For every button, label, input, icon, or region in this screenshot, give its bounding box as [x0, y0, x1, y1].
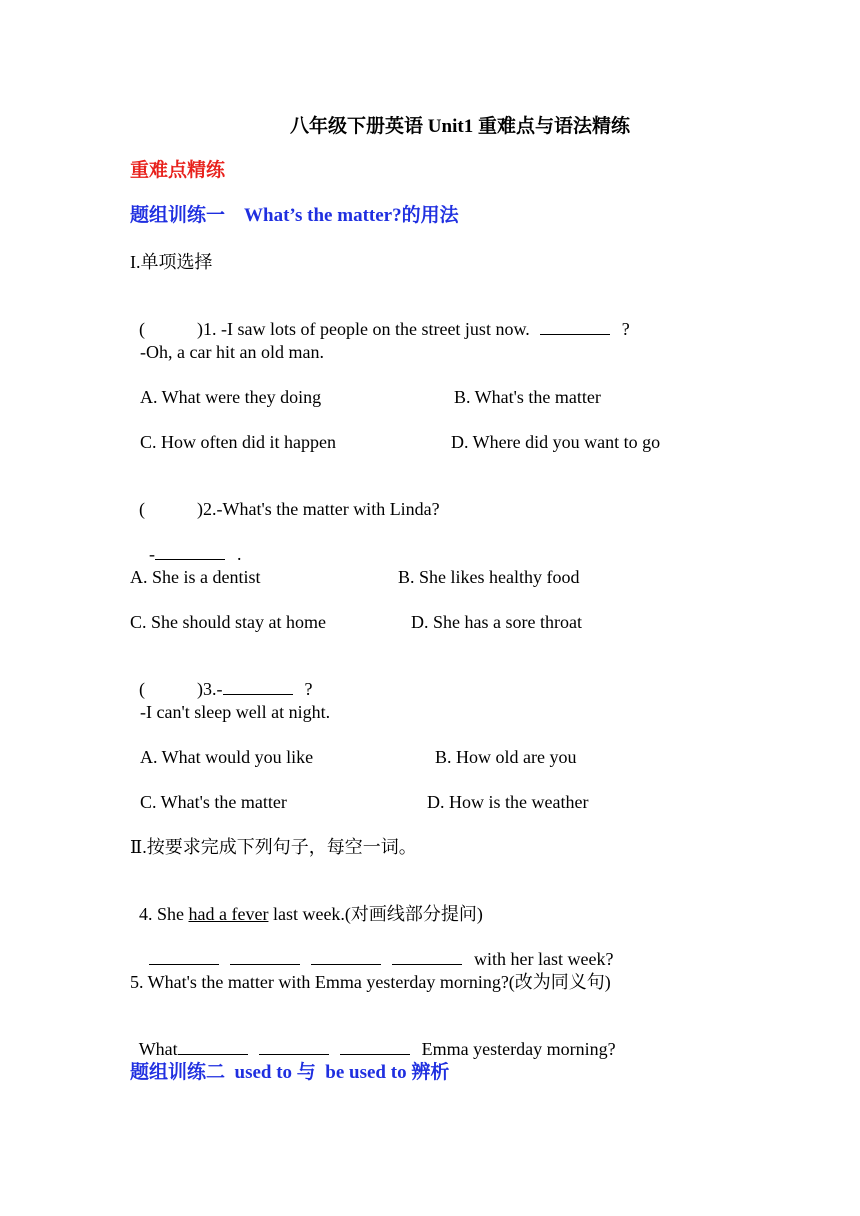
fill-blank[interactable]	[311, 948, 381, 965]
fill-blank[interactable]	[230, 948, 300, 965]
answer-paren-open: (	[139, 319, 145, 339]
fill-blank[interactable]	[259, 1038, 329, 1055]
question-3-option-a: A. What would you like	[140, 747, 314, 767]
question-3-option-b: B. How old are you	[435, 747, 577, 767]
part2-heading: Ⅱ.按要求完成下列句子，每空一词。	[130, 837, 417, 857]
question-1-stem-end: ?	[621, 319, 630, 339]
question-1-reply: -Oh, a car hit an old man.	[140, 342, 324, 362]
answer-paren-close: )	[197, 319, 203, 339]
part1-heading: I.单项选择	[130, 252, 213, 272]
fill-blank[interactable]	[178, 1038, 248, 1055]
question-1	[130, 296, 630, 340]
question-2-stem: 2.-What's the matter with Linda?	[203, 499, 440, 519]
question-3	[130, 656, 313, 700]
group1-heading: 题组训练一 What’s the matter?的用法	[130, 205, 459, 226]
question-4-answer-line	[140, 926, 613, 970]
question-3-option-d: D. How is the weather	[427, 792, 589, 812]
question-2-option-a: A. She is a dentist	[130, 567, 261, 587]
question-4-answer-end: with her last week?	[474, 949, 614, 969]
fill-blank[interactable]	[540, 318, 610, 335]
question-1-stem: 1. -I saw lots of people on the street just now.	[203, 319, 530, 339]
question-5: 5. What's the matter with Emma yesterday morning?(改为同义句)	[130, 972, 611, 992]
fill-blank[interactable]	[149, 948, 219, 965]
question-1-option-b: B. What's the matter	[454, 387, 601, 407]
reply-end: .	[237, 544, 242, 564]
question-3-stem-end: ?	[304, 679, 313, 699]
question-1-option-c: C. How often did it happen	[140, 432, 336, 452]
question-4	[130, 881, 483, 925]
question-4-underlined: had a fever	[188, 904, 269, 924]
question-2-option-c: C. She should stay at home	[130, 612, 326, 632]
question-3-option-c: C. What's the matter	[140, 792, 287, 812]
reply-prefix: -	[149, 544, 155, 564]
answer-paren-close: )	[197, 679, 203, 699]
fill-blank[interactable]	[155, 543, 225, 560]
question-1-option-d: D. Where did you want to go	[451, 432, 661, 452]
section-heading: 重难点精练	[130, 160, 226, 181]
answer-paren-open: (	[139, 499, 145, 519]
group2-heading: 题组训练二 used to 与 be used to 辨析	[130, 1062, 450, 1083]
question-4-post: last week.(对画线部分提问)	[268, 904, 483, 924]
fill-blank[interactable]	[392, 948, 462, 965]
question-3-stem: 3.-	[203, 679, 223, 699]
question-5-answer-line	[130, 1016, 616, 1060]
fill-blank[interactable]	[223, 678, 293, 695]
question-1-option-a: A. What were they doing	[140, 387, 322, 407]
question-4-pre: 4. She	[139, 904, 189, 924]
answer-paren-open: (	[139, 679, 145, 699]
question-5-answer-end: Emma yesterday morning?	[421, 1039, 616, 1059]
fill-blank[interactable]	[340, 1038, 410, 1055]
question-2-reply	[140, 521, 242, 565]
question-3-reply: -I can't sleep well at night.	[140, 702, 331, 722]
question-2-option-d: D. She has a sore throat	[411, 612, 582, 632]
question-2-option-b: B. She likes healthy food	[398, 567, 580, 587]
answer-paren-close: )	[197, 499, 203, 519]
question-5-answer-start: What	[138, 1039, 178, 1059]
document-title: 八年级下册英语 Unit1 重难点与语法精练	[290, 116, 630, 137]
question-2	[130, 476, 440, 520]
